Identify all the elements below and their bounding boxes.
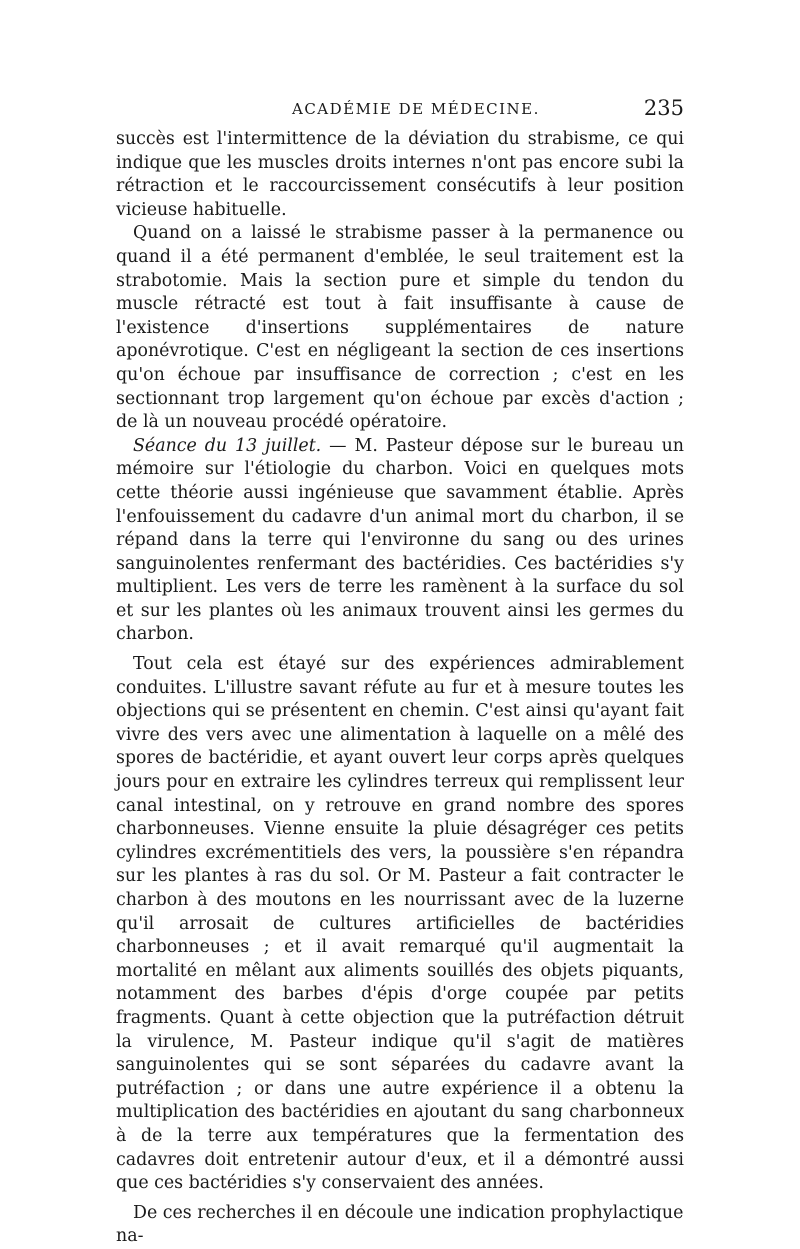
paragraph-strabotomy: Quand on a laissé le strabisme passer à la permanence ou quand il a été permanent d'emblée, le seul traitement est la strabotomie. Mais la section pure et simple du tendon du muscle rétracté est tout à fait insuffisante à cause de l'existence d'insertions supplémentaires de nature aponévrotique. C'est en négligeant la section de ces insertions qu'on échoue par insuffisance de correction ; c'est en les sectionnant trop largement qu'on échoue par excès d'action ; de là un nouveau procédé opératoire. (116, 223, 684, 433)
paragraph-experiments: Tout cela est étayé sur des expériences admirablement conduites. L'illustre savant réfute au fur et à mesure toutes les objections qui se présentent en chemin. C'est ainsi qu'ayant fait vivre des vers avec une alimentation à laquelle on a mêlé des spores de bactéridie, et ayant ouvert leur corps après quelques jours pour en extraire les cylindres terreux qui remplissent leur canal intestinal, on y retrouve en grand nombre des spores charbonneuses. Vienne ensuite la pluie désagréger ces petits cylindres excrémentitiels des vers, la poussière s'en répandra sur les plantes à ras du sol. Or M. Pasteur a fait contracter le charbon à des moutons en les nourrissant avec de la luzerne qu'il arrosait de cultures artificielles de bactéridies charbonneuses ; et il avait remarqué qu'il augmentait la mortalité en mêlant aux aliments souillés des objets piquants, notamment des barbes d'épis d'orge coupée par petits fragments. Quant à cette objection que la putréfaction détruit la virulence, M. Pasteur indique qu'il s'agit de matières sanguinolentes qui se sont séparées du cadavre avant la putréfaction ; or dans une autre expérience il a obtenu la multiplication des bactéridies en ajoutant du sang charbonneux à de la terre aux températures que la fermentation des cadavres doit entretenir autour d'eux, et il a démontré aussi que ces bactéridies s'y conservaient des années. (116, 654, 684, 1194)
running-title: ACADÉMIE DE MÉDECINE. (292, 100, 540, 118)
session-date-label: Séance du 13 juillet. (133, 435, 322, 456)
paragraph-prophylaxis: De ces recherches il en découle une indication prophylactique na- (116, 1202, 684, 1247)
session-text: — M. Pasteur dépose sur le bureau un mémoire sur l'étiologie du charbon. Voici en quelques mots cette théorie aussi ingénieuse que savamment établie. Après l'enfouissement du cadavre d'un animal mort du charbon, il se répand dans la terre qui l'environne du sang ou des urines sanguinolentes renfermant des bactéridies. Ces bactéridies s'y multiplient. Les vers de terre les ramènent à la surface du sol et sur les plantes où les animaux trouvent ainsi les germes du charbon. (116, 435, 685, 645)
page-body (116, 128, 684, 1249)
page-header (116, 98, 684, 122)
paragraph-continuation: succès est l'intermittence de la déviation du strabisme, ce qui indique que les muscles droits internes n'ont pas encore subi la rétraction et le raccourcissement consécutifs à leur position vicieuse habituelle. (116, 129, 684, 220)
paragraph-session (116, 435, 684, 647)
page-number: 235 (643, 96, 684, 120)
